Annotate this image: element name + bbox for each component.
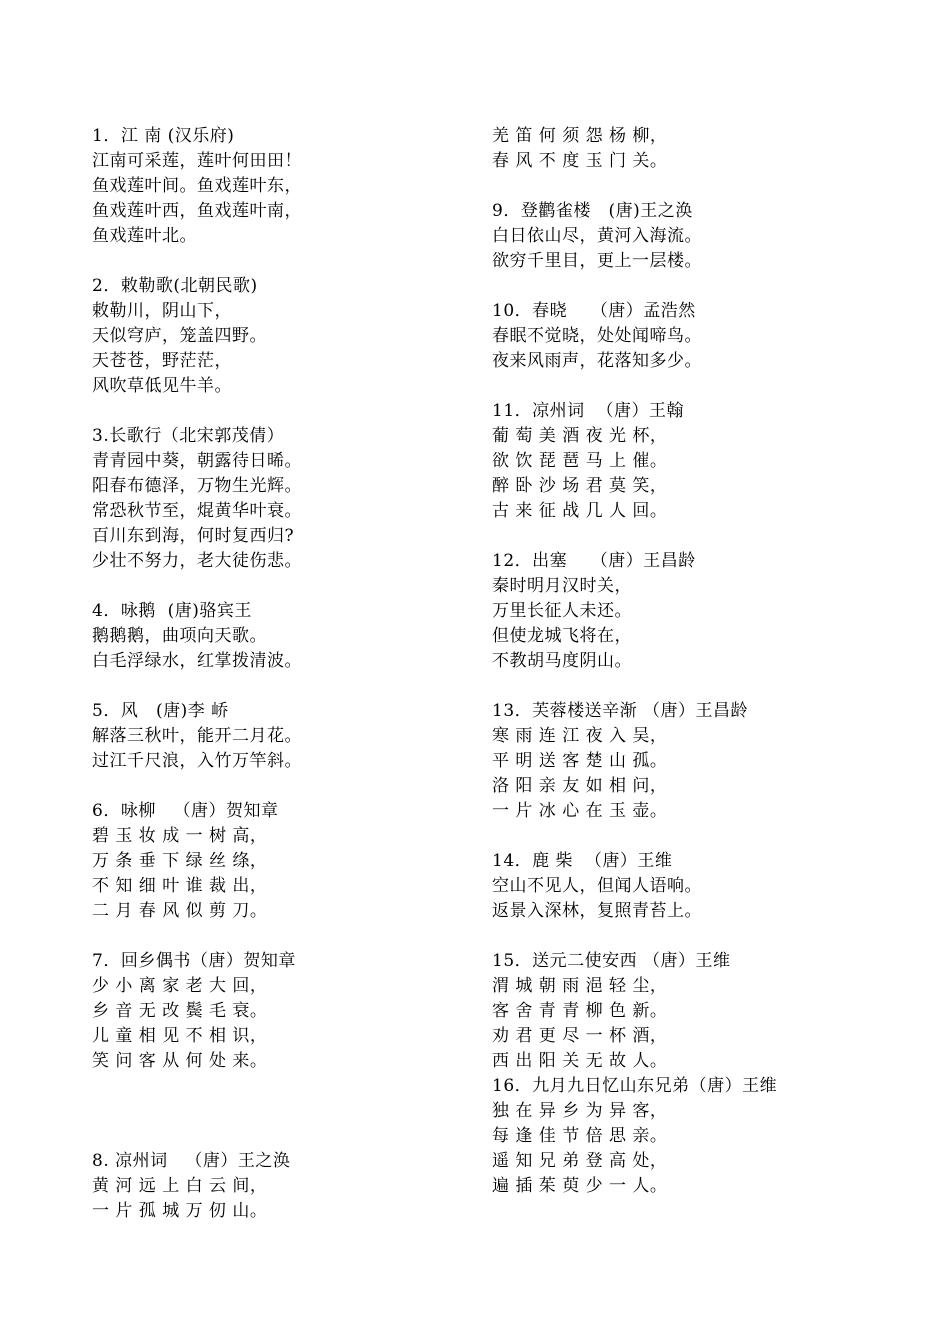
- poem-14: [492, 849, 892, 924]
- poem-line: 欲穷千里目，更上一层楼。: [492, 251, 702, 271]
- poem-line: 渭 城 朝 雨 浥 轻 尘，: [492, 976, 668, 996]
- poem-line: 寒 雨 连 江 夜 入 吴，: [492, 726, 668, 746]
- spacer: [92, 574, 492, 599]
- poem-line: 少壮不努力，老大徒伤悲。: [92, 551, 302, 571]
- poem-title: 14．鹿 柴 （唐）王维: [492, 851, 673, 871]
- poem-line: 醉 卧 沙 场 君 莫 笑，: [492, 476, 668, 496]
- poem-line: 鱼戏莲叶北。: [92, 226, 197, 246]
- poem-title: 12．出塞 （唐）王昌龄: [492, 551, 696, 571]
- poem-13: [492, 699, 892, 824]
- poem-title: 6．咏柳 （唐）贺知章: [92, 801, 279, 821]
- poem-title: 9．登鹳雀楼 (唐)王之涣: [492, 201, 693, 221]
- poem-title: 10．春晓 （唐）孟浩然: [492, 301, 696, 321]
- poem-line: 但使龙城飞将在，: [492, 626, 632, 646]
- poem-line: 天苍苍，野茫茫，: [92, 351, 232, 371]
- poem-line: 鹅鹅鹅，曲项向天歌。: [92, 626, 267, 646]
- poem-line: 敕勒川，阴山下，: [92, 301, 232, 321]
- spacer: [492, 374, 892, 399]
- spacer: [492, 274, 892, 299]
- left-column: [92, 124, 492, 1224]
- poem-title: 8. 凉州词 （唐）王之涣: [92, 1151, 291, 1171]
- poem-title: 7．回乡偶书（唐）贺知章: [92, 951, 296, 971]
- spacer: [492, 824, 892, 849]
- poem-line: 每 逢 佳 节 倍 思 亲。: [492, 1126, 668, 1146]
- spacer: [92, 774, 492, 799]
- poem-10: [492, 299, 892, 374]
- poem-line: 不 知 细 叶 谁 裁 出，: [92, 876, 268, 896]
- poem-line: 天似穹庐，笼盖四野。: [92, 326, 267, 346]
- poem-11: [492, 399, 892, 524]
- poem-8: [92, 1149, 492, 1224]
- poem-line: 独 在 异 乡 为 异 客，: [492, 1101, 668, 1121]
- poem-line: 遍 插 茱 萸 少 一 人。: [492, 1176, 668, 1196]
- poem-line: 阳春布德泽，万物生光辉。: [92, 476, 302, 496]
- poem-title: 11．凉州词 （唐）王翰: [492, 401, 684, 421]
- poem-title: 4．咏鹅 (唐)骆宾王: [92, 601, 252, 621]
- poem-4: [92, 599, 492, 674]
- poem-line: 夜来风雨声，花落知多少。: [492, 351, 702, 371]
- poem-line: 白毛浮绿水，红掌拨清波。: [92, 651, 302, 671]
- spacer: [492, 174, 892, 199]
- poem-title: 5．风 (唐)李 峤: [92, 701, 229, 721]
- poem-line: 碧 玉 妆 成 一 树 高，: [92, 826, 268, 846]
- poem-title: 2．敕勒歌(北朝民歌): [92, 276, 258, 296]
- poem-line: 青青园中葵，朝露待日晞。: [92, 451, 302, 471]
- poem-title: 16．九月九日忆山东兄弟（唐）王维: [492, 1076, 778, 1096]
- poem-line: 平 明 送 客 楚 山 孤。: [492, 751, 668, 771]
- poem-line: 解落三秋叶，能开二月花。: [92, 726, 302, 746]
- poem-line: 客 舍 青 青 柳 色 新。: [492, 1001, 668, 1021]
- poem-line: 空山不见人，但闻人语响。: [492, 876, 702, 896]
- poem-15: [492, 949, 892, 1074]
- poem-line: 春眠不觉晓，处处闻啼鸟。: [492, 326, 702, 346]
- poem-5: [92, 699, 492, 774]
- poem-line: 古 来 征 战 几 人 回。: [492, 501, 668, 521]
- poem-line: 常恐秋节至，焜黄华叶衰。: [92, 501, 302, 521]
- poem-2: [92, 274, 492, 399]
- poem-6: [92, 799, 492, 924]
- poem-line: 鱼戏莲叶西，鱼戏莲叶南，: [92, 201, 302, 221]
- spacer: [492, 674, 892, 699]
- poem-line: 笑 问 客 从 何 处 来。: [92, 1051, 268, 1071]
- spacer: [92, 399, 492, 424]
- poem-line: 白日依山尽，黄河入海流。: [492, 226, 702, 246]
- poem-title: 15．送元二使安西 （唐）王维: [492, 951, 731, 971]
- spacer: [492, 524, 892, 549]
- poem-line: 乡 音 无 改 鬓 毛 衰。: [92, 1001, 268, 1021]
- poem-line: 万里长征人未还。: [492, 601, 632, 621]
- poem-line: 葡 萄 美 酒 夜 光 杯，: [492, 426, 668, 446]
- poem-1: [92, 124, 492, 249]
- poem-line: 返景入深林，复照青苔上。: [492, 901, 702, 921]
- poem-line: 一 片 冰 心 在 玉 壶。: [492, 801, 668, 821]
- poem-line: 少 小 离 家 老 大 回，: [92, 976, 268, 996]
- poem-line: 万 条 垂 下 绿 丝 绦，: [92, 851, 268, 871]
- spacer: [92, 1074, 492, 1149]
- poem-line: 羌 笛 何 须 怨 杨 柳，: [492, 126, 668, 146]
- poem-line: 不教胡马度阴山。: [492, 651, 632, 671]
- poem-title: 3.长歌行（北宋郭茂倩）: [92, 426, 285, 446]
- poem-title: 13．芙蓉楼送辛渐 （唐）王昌龄: [492, 701, 749, 721]
- poem-line: 劝 君 更 尽 一 杯 酒，: [492, 1026, 668, 1046]
- poem-7: [92, 949, 492, 1074]
- poem-3: [92, 424, 492, 574]
- spacer: [92, 674, 492, 699]
- poem-line: 欲 饮 琵 琶 马 上 催。: [492, 451, 668, 471]
- right-column: [492, 124, 892, 1199]
- poem-title: 1．江 南 (汉乐府): [92, 126, 235, 146]
- poem-line: 黄 河 远 上 白 云 间，: [92, 1176, 268, 1196]
- poem-line: 儿 童 相 见 不 相 识，: [92, 1026, 268, 1046]
- poem-line: 鱼戏莲叶间。鱼戏莲叶东，: [92, 176, 302, 196]
- poem-line: 遥 知 兄 弟 登 高 处，: [492, 1151, 668, 1171]
- poem-16: [492, 1074, 892, 1199]
- poem-line: 一 片 孤 城 万 仞 山。: [92, 1201, 268, 1221]
- poem-12: [492, 549, 892, 674]
- poem-line: 风吹草低见牛羊。: [92, 376, 232, 396]
- poem-9: [492, 199, 892, 274]
- poem-line: 二 月 春 风 似 剪 刀。: [92, 901, 268, 921]
- poem-line: 秦时明月汉时关，: [492, 576, 632, 596]
- poem-line: 西 出 阳 关 无 故 人。: [492, 1051, 668, 1071]
- spacer: [492, 924, 892, 949]
- poem-line: 百川东到海，何时复西归?: [92, 526, 295, 546]
- poem-line: 洛 阳 亲 友 如 相 问，: [492, 776, 668, 796]
- poem-line: 江南可采莲，莲叶何田田！: [92, 151, 302, 171]
- spacer: [92, 924, 492, 949]
- spacer: [92, 249, 492, 274]
- poem-8-continued: [492, 124, 892, 174]
- poem-line: 过江千尺浪，入竹万竿斜。: [92, 751, 302, 771]
- poem-line: 春 风 不 度 玉 门 关。: [492, 151, 668, 171]
